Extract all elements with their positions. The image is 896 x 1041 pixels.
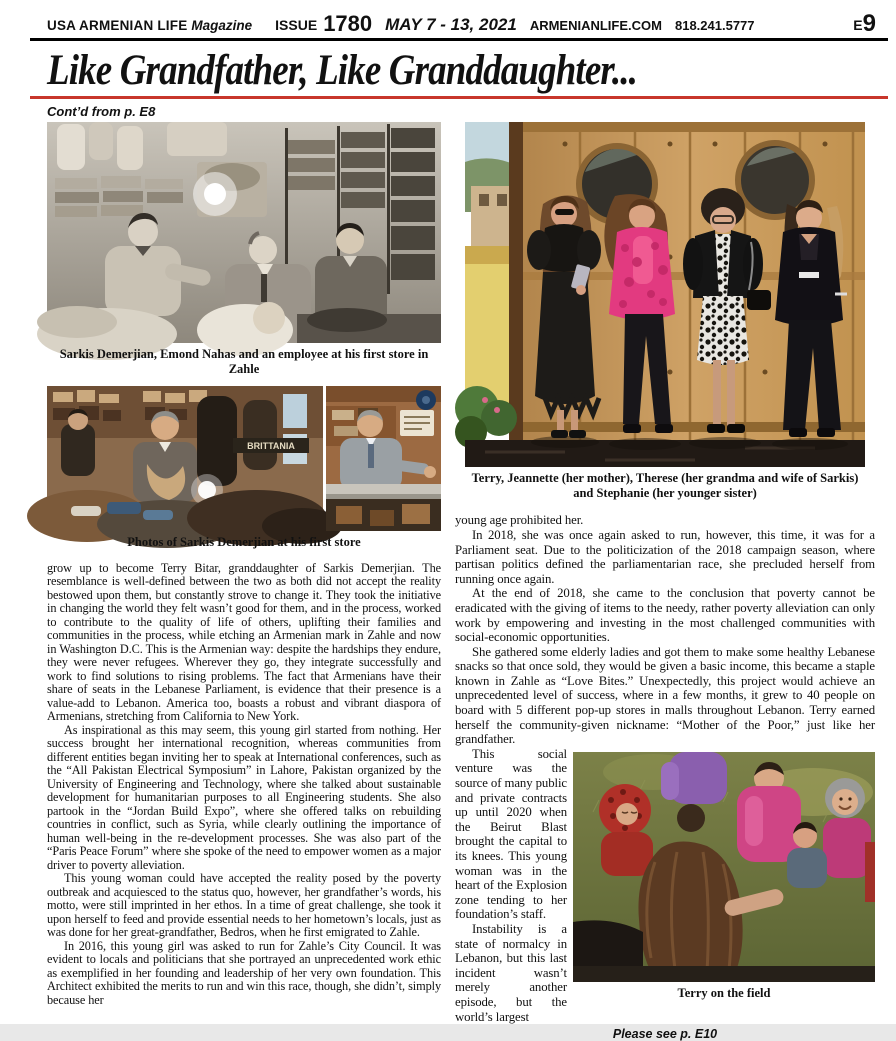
photo-caption-store-color: Photos of Sarkis Demerjian at his first store	[127, 535, 361, 550]
date-range: MAY 7 - 13, 2021	[385, 15, 517, 34]
photo-field	[573, 752, 875, 1001]
headline-rule	[30, 96, 888, 99]
masthead	[0, 0, 896, 37]
continued-from-note: Cont’d from p. E8	[47, 103, 156, 119]
paragraph: grow up to become Terry Bitar, granddaughter of Sarkis Demerjian. The resemblance is well-defined between the two as both did not accept the reality bestowed upon them, but constantly strove to change it. They took the initiative in changing the world they felt wasn’t good for them, and in the process, worked to contribute to the quality of life of others, uplifting their families and communities in the process, while etching an Armenian mark in Zahle and now in Washington D.C. This is the Armenian way: despite the hardships they endure, they were never refugees. Wherever they go, they integrate successfully and work to find solutions to rising problems. The fact that Armenians have their share of seats in the Lebanese Parliament, is evidence that their presence is a value-add to Lebanon. America too, boasts a robust and vibrant diaspora of Armenians, stretching from California to New York.	[47, 560, 441, 724]
photo-caption-family-line2: and Stephanie (her younger sister)	[573, 486, 757, 501]
paragraph: young age prohibited her.	[455, 513, 584, 528]
column-left	[47, 122, 441, 1007]
column-right	[455, 122, 875, 1041]
photo-field-image	[573, 752, 875, 982]
magazine-name: USA ARMENIAN LIFE	[47, 18, 188, 33]
headline: Like Grandfather, Like Granddaughter...	[47, 46, 638, 94]
masthead-rule	[30, 38, 888, 41]
left-column-text	[47, 562, 441, 1008]
issue-label: ISSUE	[275, 17, 318, 33]
paragraph: Instability is a state of normalcy in Lebanon, but this last incident wasn’t merely another episode, but the world’s largest	[455, 921, 567, 1024]
paragraph: In 2018, she was once again asked to run, however, this time, it was for a Parliament seat. Due to the politicization of the 2018 campaign season, where partisan politics defined the parliamentarian race, she precluded herself from running once again.	[455, 527, 875, 586]
paragraph: As inspirational as this may seem, this young girl started from nothing. Her success brought her international recognition, whereas communities from different entities began inviting her to speak at International conferences, such as the “All Pakistan Electrical Symposium” in Lahore, Pakistan organized by the University of Engineering and Technology, where she talked about sustainable development for humanitarian purposes to all Engineering students. She also partook in the “Jordan Build Expo”, where she offered talks on rebuilding countries in conflict, such as Syria, while clearly outlining the importance of human well-being in the re-development processes. She was also part of the “Paris Peace Forum” where she spoke of the need to empower women as a major driver to poverty alleviation.	[47, 722, 441, 872]
wrap-zone	[455, 747, 875, 1041]
phone-number: 818.241.5777	[674, 18, 755, 33]
website: ARMENIANLIFE.COM	[529, 18, 662, 33]
photo-caption-field: Terry on the field	[677, 985, 771, 1000]
paragraph: This young woman could have accepted the reality posed by the poverty outbreak and acquiesced to the status quo, however, her grandfather’s words, his motto, were still imprinted in her ethos. In a time of great challenge, she took it upon herself to feed and provide essential needs to her hometown’s locals, just as was done for her great-grandfather, Bedros, when he first emigrated to Zahle.	[47, 871, 441, 940]
photo-caption-store-bw: Sarkis Demerjian, Emond Nahas and an employee at his first store in Zahle	[59, 346, 429, 377]
photo-family	[465, 122, 865, 502]
photo-family-image	[465, 122, 865, 467]
photo-store-color-right	[326, 386, 441, 531]
photo-caption-family	[465, 471, 865, 502]
page-number	[853, 9, 876, 37]
photo-store-color	[47, 386, 441, 550]
article-columns	[0, 122, 896, 1041]
magazine-word: Magazine	[191, 18, 253, 33]
page-letter: E	[853, 17, 863, 33]
photo-caption-family-line1: Terry, Jeannette (her mother), Therese (her grandma and wife of Sarkis)	[471, 470, 859, 485]
photo-store-bw	[47, 122, 441, 378]
issue-number: 1780	[323, 11, 373, 36]
photo-store-color-left	[47, 386, 323, 531]
page-digit: 9	[862, 10, 876, 37]
photo-store-bw-image	[47, 122, 441, 343]
store-sign-text: BRITTANIA	[247, 441, 295, 452]
paragraph: This social venture was the source of many public and private contracts up until 2020 when the Beirut Blast brought the capital to its knees. This young woman was in the heart of the Explosion zone tending to her foundation’s staff.	[455, 746, 567, 922]
paragraph: In 2016, this young girl was asked to run for Zahle’s City Council. It was evident to locals and politicians that she portrayed an unprecedented work ethic as exemplified in her founding and leadership of her very own foundation. This Architect exhibited the merits to run and win this race, though, she didn’t, simply because her	[47, 938, 441, 1007]
right-column-text	[455, 513, 875, 1041]
continued-to-note: Please see p. E10	[612, 1027, 718, 1041]
paragraph: She gathered some elderly ladies and got them to make some healthy Lebanese snacks so that once sold, they would be given a basic income, this became a staple known in Zahle as “Love Bites.” Unexpectedly, this project would achieve an unprecedented level of success, where in a few months, it grew to 40 people on board with 5 different pop-up stores in malls throughout Lebanon. Terry earned herself the community-given nickname: “Mother of the Poor,” just like her grandfather.	[455, 644, 875, 747]
paragraph: At the end of 2018, she came to the conclusion that poverty cannot be eradicated with the giving of items to the needy, rather poverty alleviation can only work by empowering and investing in the most challenged communities with social-economic opportunities.	[455, 586, 875, 645]
